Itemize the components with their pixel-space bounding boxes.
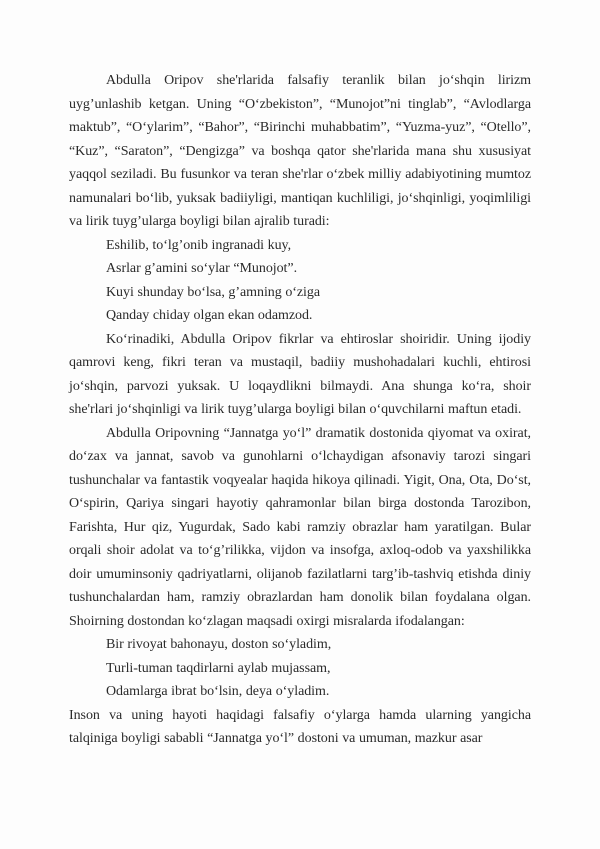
paragraph-poet-character: Ko‘rinadiki, Abdulla Oripov fikrlar va ehtiroslar shoiridir. Uning ijodiy qamrovi keng, fikri teran va mustaqil, badiiy mushohadalari kuchli, ehtirosi jo‘shqin, parvozi yuksak. U loqaydlikni bilmaydi. Ana shunga ko‘ra, shoir she'rlari jo‘shqinligi va lirik tuyg’ularga boyligi bilan o‘quvchilarni maftun etadi.	[69, 331, 531, 417]
verse-line: Turli-tuman taqdirlarni aylab mujassam,	[106, 660, 331, 676]
verse-line: Kuyi shunday bo‘lsa, g’amning o‘ziga	[106, 284, 321, 300]
verse-line: Qanday chiday olgan ekan odamzod.	[106, 308, 313, 323]
verse-munojot	[69, 234, 531, 328]
verse-doston-ending	[69, 633, 531, 704]
verse-line: Odamlarga ibrat bo‘lsin, deya o‘yladim.	[106, 684, 330, 699]
paragraph-intro: Abdulla Oripov she'rlarida falsafiy teranlik bilan jo‘shqin lirizm uyg’unlashib ketgan. Uning “O‘zbekiston”, “Munojot”ni tinglab”, “Avlodlarga maktub”, “O‘ylarim”, “Bahor”, “Birinchi muhabbatim”, “Yuzma-yuz”, “Otello”, “Kuz”, “Saraton”, “Dengizga” va boshqa qator she'rlarida mana shu xususiyat yaqqol seziladi. Bu fusunkor va teran she'rlar o‘zbek milliy adabiyotining mumtoz namunalari bo‘lib, yuksak badiiyligi, mantiqan kuchliligi, jo‘shqinligi, yoqimliligi va lirik tuyg’ularga boyligi bilan ajralib turadi:	[69, 73, 531, 229]
paragraph-conclusion: Inson va uning hayoti haqidagi falsafiy o‘ylarga hamda ularning yangicha talqiniga boyligi sababli “Jannatga yo‘l” dostoni va umuman, mazkur asar	[69, 707, 531, 746]
verse-line: Eshilib, to‘lg’onib ingranadi kuy,	[106, 237, 292, 253]
paragraph-jannatga-yol: Abdulla Oripovning “Jannatga yo‘l” dramatik dostonida qiyomat va oxirat, do‘zax va jannat, savob va gunohlarni o‘lchaydigan afsonaviy tarozi singari tushunchalar va fantastik voqyealar haqida hikoya qilinadi. Yigit, Ona, Ota, Do‘st, O‘spirin, Qariya singari hayotiy qahramonlar bilan birga dostonda Tarozibon, Farishta, Hur qiz, Yugurdak, Sado kabi ramziy obrazlar ham yaratilgan. Bular orqali shoir adolat va to‘g’rilikka, vijdon va insofga, axloq-odob va yaxshilikka doir umuminsoniy qadriyatlarni, olijanob fazilatlarni targ’ib-tashviq etishda diniy tushunchalardan ham, ramziy obrazlardan ham donolik bilan foydalana olgan. Shoirning dostondan ko‘zlagan maqsadi oxirgi misralarda ifodalangan:	[69, 425, 531, 629]
verse-line: Asrlar g’amini so‘ylar “Munojot”.	[106, 261, 298, 276]
verse-line: Bir rivoyat bahonayu, doston so‘yladim,	[106, 637, 332, 652]
